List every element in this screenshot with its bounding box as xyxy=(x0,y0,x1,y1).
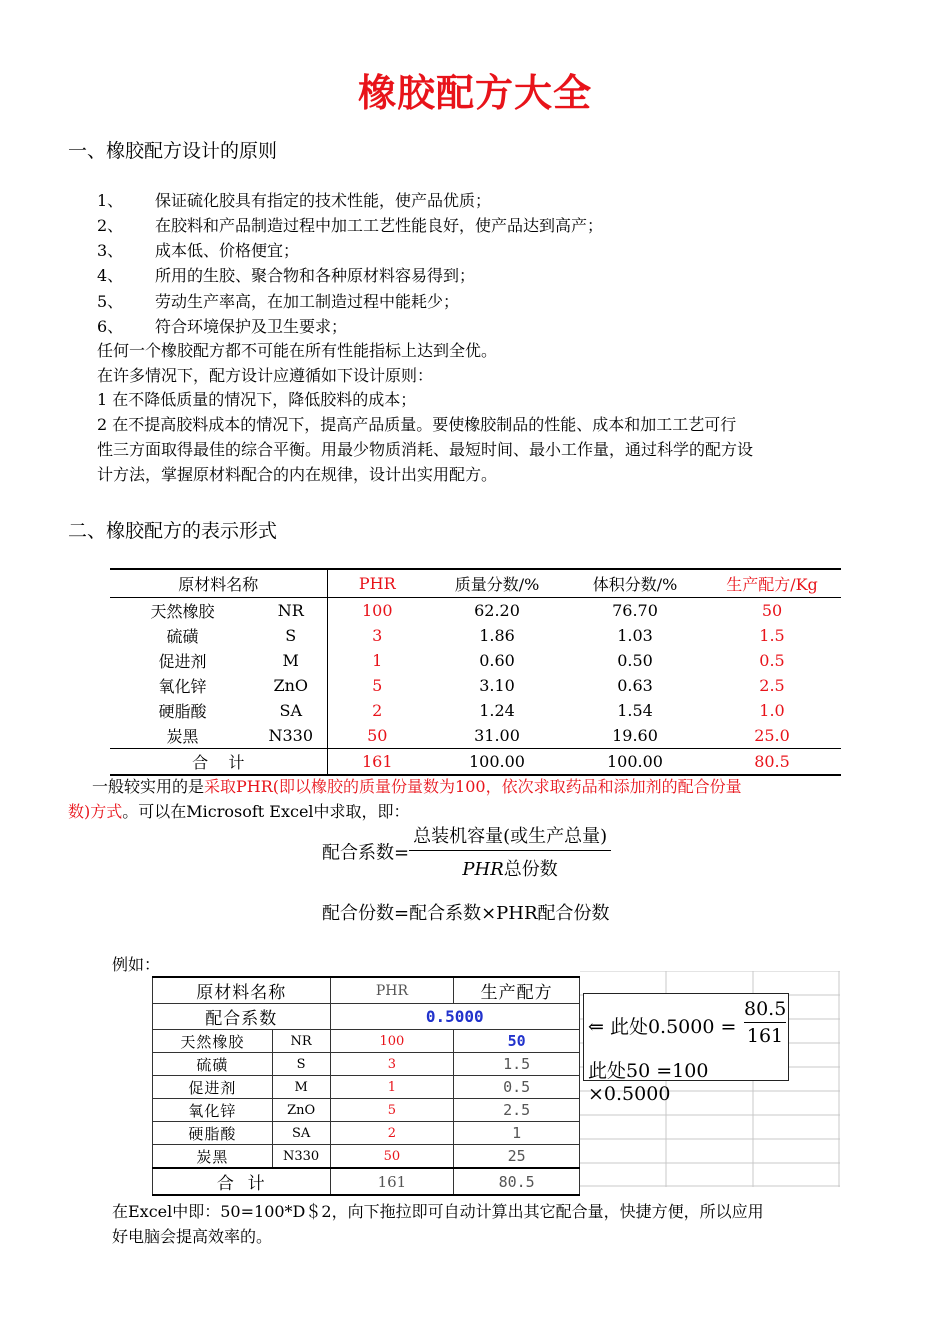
production-value: 0.5 xyxy=(759,651,785,670)
item-text: 劳动生产率高，在加工制造过程中能耗少； xyxy=(155,292,460,311)
mass-value: 1.86 xyxy=(479,626,515,645)
excel-code: NR xyxy=(272,1030,330,1053)
production-value: 1.5 xyxy=(759,626,785,645)
excel-coef-row xyxy=(153,1004,580,1030)
production-value: 1.0 xyxy=(759,701,785,720)
formula-portion: 配合份数=配合系数×PHR配合份数 xyxy=(322,903,610,924)
production-value: 2.5 xyxy=(759,676,785,695)
table-row xyxy=(110,648,841,673)
callout-numerator: 80.5 xyxy=(744,998,786,1023)
material-code: SA xyxy=(255,698,327,723)
header-volume: 体积分数/% xyxy=(567,569,703,598)
paragraph: 任何一个橡胶配方都不可能在所有性能指标上达到全优。 xyxy=(97,341,498,360)
footer-line-2: 好电脑会提高效率的。 xyxy=(112,1227,273,1246)
excel-row xyxy=(153,1076,580,1099)
formula-den-phr: PHR xyxy=(462,859,504,880)
item-text: 在胶料和产品制造过程中加工工艺性能良好，使产品达到高产； xyxy=(155,216,604,235)
excel-material: 氧化锌 xyxy=(153,1099,273,1122)
principle-item-6 xyxy=(97,314,347,337)
mass-value: 1.24 xyxy=(479,701,515,720)
table-row xyxy=(110,598,841,624)
desc-highlight: 采取PHR(即以橡胶的质量份量数为100，依次求取药品和添加剂的配合份量 xyxy=(204,777,742,796)
material-code: NR xyxy=(255,598,327,624)
excel-production: 1.5 xyxy=(454,1053,580,1076)
principle-item-2 xyxy=(97,213,603,236)
item-number: 4、 xyxy=(97,266,124,285)
table-total-row xyxy=(110,749,841,776)
excel-row xyxy=(153,1145,580,1169)
description-paragraph xyxy=(68,774,868,824)
callout-fraction xyxy=(744,998,786,1047)
volume-value: 0.63 xyxy=(617,676,653,695)
material-name: 促进剂 xyxy=(158,652,207,671)
total-volume: 100.00 xyxy=(567,749,703,776)
formula-numerator: 总装机容量(或生产总量) xyxy=(409,822,611,851)
excel-total-production: 80.5 xyxy=(454,1168,580,1195)
phr-value: 100 xyxy=(361,601,393,620)
volume-value: 0.50 xyxy=(617,651,653,670)
material-name: 炭黑 xyxy=(166,727,199,746)
desc-text: 。可以在Microsoft Excel中求取，即： xyxy=(122,802,410,821)
excel-code: ZnO xyxy=(272,1099,330,1122)
principle-item-3 xyxy=(97,238,299,261)
rule-2-line-3: 计方法，掌握原材料配合的内在规律，设计出实用配方。 xyxy=(97,465,498,484)
excel-callout xyxy=(583,993,789,1105)
mass-value: 3.10 xyxy=(479,676,515,695)
item-text: 成本低、价格便宜； xyxy=(155,241,300,260)
excel-production: 2.5 xyxy=(454,1099,580,1122)
material-code: ZnO xyxy=(255,673,327,698)
formula-table xyxy=(110,568,841,776)
excel-material: 天然橡胶 xyxy=(153,1030,273,1053)
principle-item-1 xyxy=(97,188,491,211)
excel-table xyxy=(152,976,580,1196)
excel-row xyxy=(153,1030,580,1053)
section1-heading: 一、橡胶配方设计的原则 xyxy=(68,140,278,162)
excel-coef-value: 0.5000 xyxy=(330,1004,579,1030)
mass-value: 0.60 xyxy=(479,651,515,670)
header-production: 生产配方/Kg xyxy=(703,569,841,598)
formula-fraction xyxy=(409,822,611,881)
excel-phr: 50 xyxy=(330,1145,454,1169)
item-text: 符合环境保护及卫生要求； xyxy=(155,317,348,336)
desc-highlight: 数)方式 xyxy=(68,802,123,821)
callout-line-1: ⇐ 此处0.5000 = xyxy=(588,1016,737,1038)
excel-total-label: 合 计 xyxy=(153,1168,331,1195)
table-row xyxy=(110,723,841,749)
excel-material: 炭黑 xyxy=(153,1145,273,1169)
material-name: 天然橡胶 xyxy=(150,602,215,621)
excel-material: 硬脂酸 xyxy=(153,1122,273,1145)
excel-header-row xyxy=(153,977,580,1004)
table-row xyxy=(110,623,841,648)
excel-row xyxy=(153,1053,580,1076)
material-code: S xyxy=(255,623,327,648)
rule-1: 1 在不降低质量的情况下，降低胶料的成本； xyxy=(97,390,417,409)
material-name: 硫磺 xyxy=(166,627,199,646)
item-text: 保证硫化胶具有指定的技术性能，使产品优质； xyxy=(155,191,492,210)
table-row xyxy=(110,698,841,723)
phr-value: 1 xyxy=(372,651,383,670)
principle-item-4 xyxy=(97,263,475,286)
item-number: 3、 xyxy=(97,241,124,260)
excel-code: M xyxy=(272,1076,330,1099)
page-title: 橡胶配方大全 xyxy=(357,71,592,115)
mass-value: 31.00 xyxy=(474,726,520,745)
total-production: 80.5 xyxy=(703,749,841,776)
callout-denominator: 161 xyxy=(746,1025,784,1047)
phr-value: 2 xyxy=(372,701,383,720)
phr-value: 50 xyxy=(367,726,388,745)
footer-line-1: 在Excel中即：50=100*D＄2，向下拖拉即可自动计算出其它配合量，快捷方便，所以应用 xyxy=(112,1202,764,1221)
header-mass: 质量分数/% xyxy=(427,569,567,598)
rule-2-line-1: 2 在不提高胶料成本的情况下，提高产品质量。要使橡胶制品的性能、成本和加工工艺可行 xyxy=(97,415,737,434)
mass-value: 62.20 xyxy=(474,601,520,620)
excel-production: 50 xyxy=(454,1030,580,1053)
excel-header-production: 生产配方 xyxy=(454,977,580,1004)
volume-value: 1.54 xyxy=(617,701,653,720)
excel-phr: 100 xyxy=(330,1030,454,1053)
formula-coefficient xyxy=(322,822,611,881)
rule-2-line-2: 性三方面取得最佳的综合平衡。用最少物质消耗、最短时间、最小工作量，通过科学的配方设 xyxy=(97,440,754,459)
excel-material: 促进剂 xyxy=(153,1076,273,1099)
excel-production: 25 xyxy=(454,1145,580,1169)
material-name: 氧化锌 xyxy=(158,677,207,696)
excel-row xyxy=(153,1122,580,1145)
production-value: 25.0 xyxy=(754,726,790,745)
excel-code: SA xyxy=(272,1122,330,1145)
excel-production: 1 xyxy=(454,1122,580,1145)
production-value: 50 xyxy=(761,601,783,620)
table-row xyxy=(110,673,841,698)
excel-phr: 1 xyxy=(330,1076,454,1099)
excel-row xyxy=(153,1099,580,1122)
item-number: 2、 xyxy=(97,216,124,235)
material-code: M xyxy=(255,648,327,673)
item-number: 6、 xyxy=(97,317,124,336)
header-phr: PHR xyxy=(327,569,427,598)
example-label: 例如： xyxy=(112,955,161,974)
item-number: 1、 xyxy=(97,191,124,210)
excel-phr: 5 xyxy=(330,1099,454,1122)
material-name: 硬脂酸 xyxy=(158,702,207,721)
formula-denominator xyxy=(409,851,611,881)
desc-text: 一般较实用的是 xyxy=(92,777,205,796)
total-label: 合 计 xyxy=(110,749,327,776)
excel-header-material: 原材料名称 xyxy=(153,977,331,1004)
material-code: N330 xyxy=(255,723,327,749)
volume-value: 76.70 xyxy=(612,601,658,620)
principle-item-5 xyxy=(97,289,459,312)
item-number: 5、 xyxy=(97,292,124,311)
formula-lhs: 配合系数= xyxy=(322,842,410,864)
excel-total-phr: 161 xyxy=(330,1168,454,1195)
item-text: 所用的生胶、聚合物和各种原材料容易得到； xyxy=(155,266,476,285)
excel-production: 0.5 xyxy=(454,1076,580,1099)
excel-code: S xyxy=(272,1053,330,1076)
total-phr: 161 xyxy=(327,749,427,776)
total-mass: 100.00 xyxy=(427,749,567,776)
phr-value: 3 xyxy=(372,626,383,645)
excel-material: 硫磺 xyxy=(153,1053,273,1076)
header-material: 原材料名称 xyxy=(110,569,327,598)
excel-total-row xyxy=(153,1168,580,1195)
excel-coef-label: 配合系数 xyxy=(153,1004,331,1030)
volume-value: 19.60 xyxy=(612,726,658,745)
section2-heading: 二、橡胶配方的表示形式 xyxy=(68,520,278,542)
excel-phr: 2 xyxy=(330,1122,454,1145)
volume-value: 1.03 xyxy=(617,626,653,645)
excel-code: N330 xyxy=(272,1145,330,1169)
table-header-row xyxy=(110,569,841,598)
phr-value: 5 xyxy=(372,676,383,695)
paragraph: 在许多情况下，配方设计应遵循如下设计原则： xyxy=(97,366,434,385)
excel-header-phr: PHR xyxy=(330,977,454,1004)
callout-line-2: 此处50 =100 ×0.5000 xyxy=(588,1060,709,1105)
excel-phr: 3 xyxy=(330,1053,454,1076)
formula-den-text: 总份数 xyxy=(503,859,558,880)
